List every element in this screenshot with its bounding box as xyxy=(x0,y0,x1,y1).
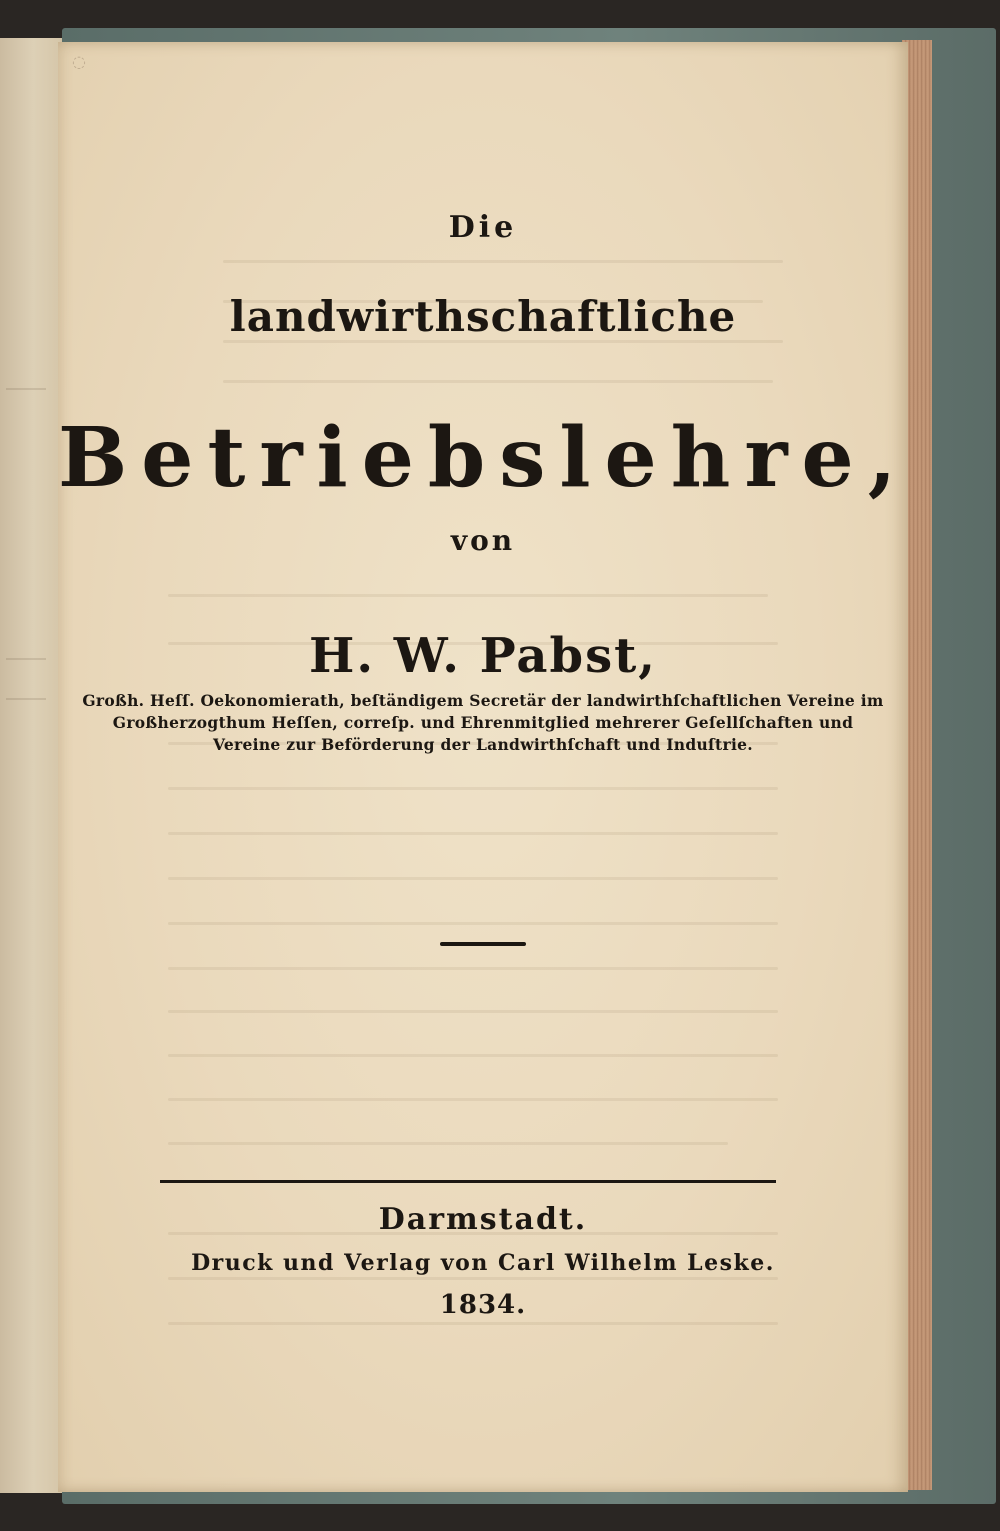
by-line: von xyxy=(450,524,516,557)
imprint-city: Darmstadt. xyxy=(378,1202,588,1237)
show-through-line xyxy=(168,594,768,597)
main-title: Betriebslehre, xyxy=(58,410,911,506)
author-description-line: Großherzogthum Heſſen, correſp. und Ehrenmitglied mehrerer Geſellſchaften und xyxy=(112,713,854,732)
title-subject: landwirthschaftliche xyxy=(229,292,737,341)
title-article: Die xyxy=(448,210,518,245)
show-through-mark xyxy=(6,698,46,700)
show-through-line xyxy=(168,1098,778,1101)
imprint-rule xyxy=(160,1180,776,1183)
show-through-line xyxy=(168,1010,778,1013)
title-page xyxy=(58,42,911,1492)
imprint-year: 1834. xyxy=(439,1290,527,1320)
show-through-line xyxy=(168,787,778,790)
author-description xyxy=(58,690,908,756)
show-through-line xyxy=(168,1054,778,1057)
show-through-line xyxy=(168,1142,728,1145)
author-description-line: Vereine zur Beförderung der Landwirthſchaft und Induſtrie. xyxy=(212,735,754,754)
show-through-line xyxy=(168,967,778,970)
pencil-mark: ◌ xyxy=(72,52,86,71)
show-through-line xyxy=(168,1322,778,1325)
show-through-mark xyxy=(6,388,46,390)
author-name: H. W. Pabst, xyxy=(309,628,657,684)
show-through-line xyxy=(168,922,778,925)
author-description-line: Großh. Heſſ. Oekonomierath, beſtändigem Secretär der landwirthſchaftlichen Vereine im xyxy=(82,691,884,710)
show-through-line xyxy=(223,380,773,383)
ornamental-divider xyxy=(440,942,526,946)
show-through-line xyxy=(168,1277,778,1280)
show-through-mark xyxy=(6,658,46,660)
show-through-line xyxy=(223,260,783,263)
show-through-line xyxy=(168,832,778,835)
show-through-line xyxy=(168,877,778,880)
imprint-printer: Druck und Verlag von Carl Wilhelm Leske. xyxy=(191,1250,775,1276)
